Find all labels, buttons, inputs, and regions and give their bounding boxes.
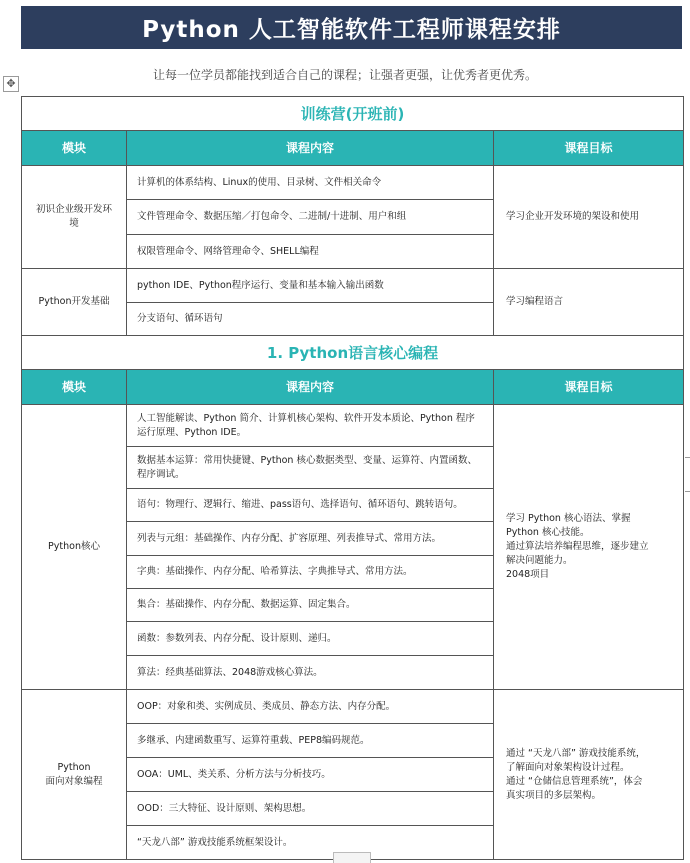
table-header-row	[22, 370, 684, 405]
table-header-row	[22, 131, 684, 166]
goal-line: 真实项目的多层架构。	[506, 789, 602, 801]
content-cell: 人工智能解读、Python 简介、计算机核心架构、软件开发本质论、Python 程序运行原理、Python IDE。	[127, 405, 494, 447]
section-title: 1. Python语言核心编程	[22, 336, 684, 370]
goal-line: 通过算法培养编程思维，逐步建立	[506, 541, 649, 552]
goal-line: Python 核心技能。	[506, 527, 590, 538]
header-content: 课程内容	[127, 131, 494, 166]
content-cell: 数据基本运算：常用快捷键、Python 核心数据类型、变量、运算符、内置函数、程序调试。	[127, 447, 494, 489]
goal-cell	[494, 690, 684, 860]
content-cell: 语句：物理行、逻辑行、缩进、pass语句、选择语句、循环语句、跳转语句。	[127, 489, 494, 522]
module-cell: Python开发基础	[22, 269, 127, 336]
table-row	[22, 405, 684, 447]
goal-line: 解决问题能力。	[506, 555, 573, 566]
content-cell: “天龙八部” 游戏技能系统框架设计。	[127, 826, 494, 860]
content-cell: 函数：参数列表、内存分配、设计原则、递归。	[127, 622, 494, 656]
content-cell: 计算机的体系结构、Linux的使用、目录树、文件相关命令	[127, 166, 494, 200]
module-cell	[22, 690, 127, 860]
move-icon[interactable]: ✥	[3, 76, 19, 92]
section-core-title-row	[22, 336, 684, 370]
goal-line: 通过 “天龙八部” 游戏技能系统，	[506, 747, 646, 759]
header-module: 模块	[22, 370, 127, 405]
page-edge-mark	[685, 457, 690, 458]
content-cell: 集合：基础操作、内存分配、数据运算、固定集合。	[127, 589, 494, 622]
table-row	[22, 690, 684, 724]
table-row	[22, 269, 684, 303]
module-cell: Python核心	[22, 405, 127, 690]
content-cell: 列表与元组：基础操作、内存分配、扩容原理、列表推导式、常用方法。	[127, 522, 494, 556]
section-camp-title-row	[22, 97, 684, 131]
goal-line: 通过 “仓储信息管理系统”，体会	[506, 775, 643, 787]
section-title: 训练营(开班前)	[22, 97, 684, 131]
content-cell: 文件管理命令、数据压缩／打包命令、二进制/十进制、用户和组	[127, 200, 494, 235]
header-goal: 课程目标	[494, 370, 684, 405]
content-cell: 多继承、内建函数重写、运算符重载、PEP8编码规范。	[127, 724, 494, 758]
goal-line: 学习 Python 核心语法、掌握	[506, 513, 631, 524]
horizontal-scrollbar[interactable]	[333, 852, 371, 863]
module-line: 面向对象编程	[45, 775, 103, 787]
content-cell: 字典：基础操作、内存分配、哈希算法、字典推导式、常用方法。	[127, 556, 494, 589]
subtitle: 让每一位学员都能找到适合自己的课程；让强者更强，让优秀者更优秀。	[152, 68, 537, 82]
goal-line: 了解面向对象架构设计过程。	[506, 761, 630, 773]
goal-line: 2048项目	[506, 569, 550, 580]
content-cell: python IDE、Python程序运行、变量和基本输入输出函数	[127, 269, 494, 303]
header-goal: 课程目标	[494, 131, 684, 166]
header-module: 模块	[22, 131, 127, 166]
goal-cell	[494, 405, 684, 690]
goal-cell: 学习企业开发环境的架设和使用	[494, 166, 684, 269]
module-cell: 初识企业级开发环境	[22, 166, 127, 269]
page-edge-mark	[685, 491, 690, 492]
content-cell: 分支语句、循环语句	[127, 303, 494, 336]
content-cell: 权限管理命令、网络管理命令、SHELL编程	[127, 235, 494, 269]
page-title: Python 人工智能软件工程师课程安排	[21, 6, 682, 49]
content-cell: 算法：经典基础算法、2048游戏核心算法。	[127, 656, 494, 690]
content-cell: OOP：对象和类、实例成员、类成员、静态方法、内存分配。	[127, 690, 494, 724]
header-content: 课程内容	[127, 370, 494, 405]
module-line: Python	[57, 761, 91, 773]
table-row	[22, 166, 684, 200]
goal-cell: 学习编程语言	[494, 269, 684, 336]
content-cell: OOA：UML、类关系、分析方法与分析技巧。	[127, 758, 494, 792]
course-table	[21, 96, 684, 860]
content-cell: OOD：三大特征、设计原则、架构思想。	[127, 792, 494, 826]
